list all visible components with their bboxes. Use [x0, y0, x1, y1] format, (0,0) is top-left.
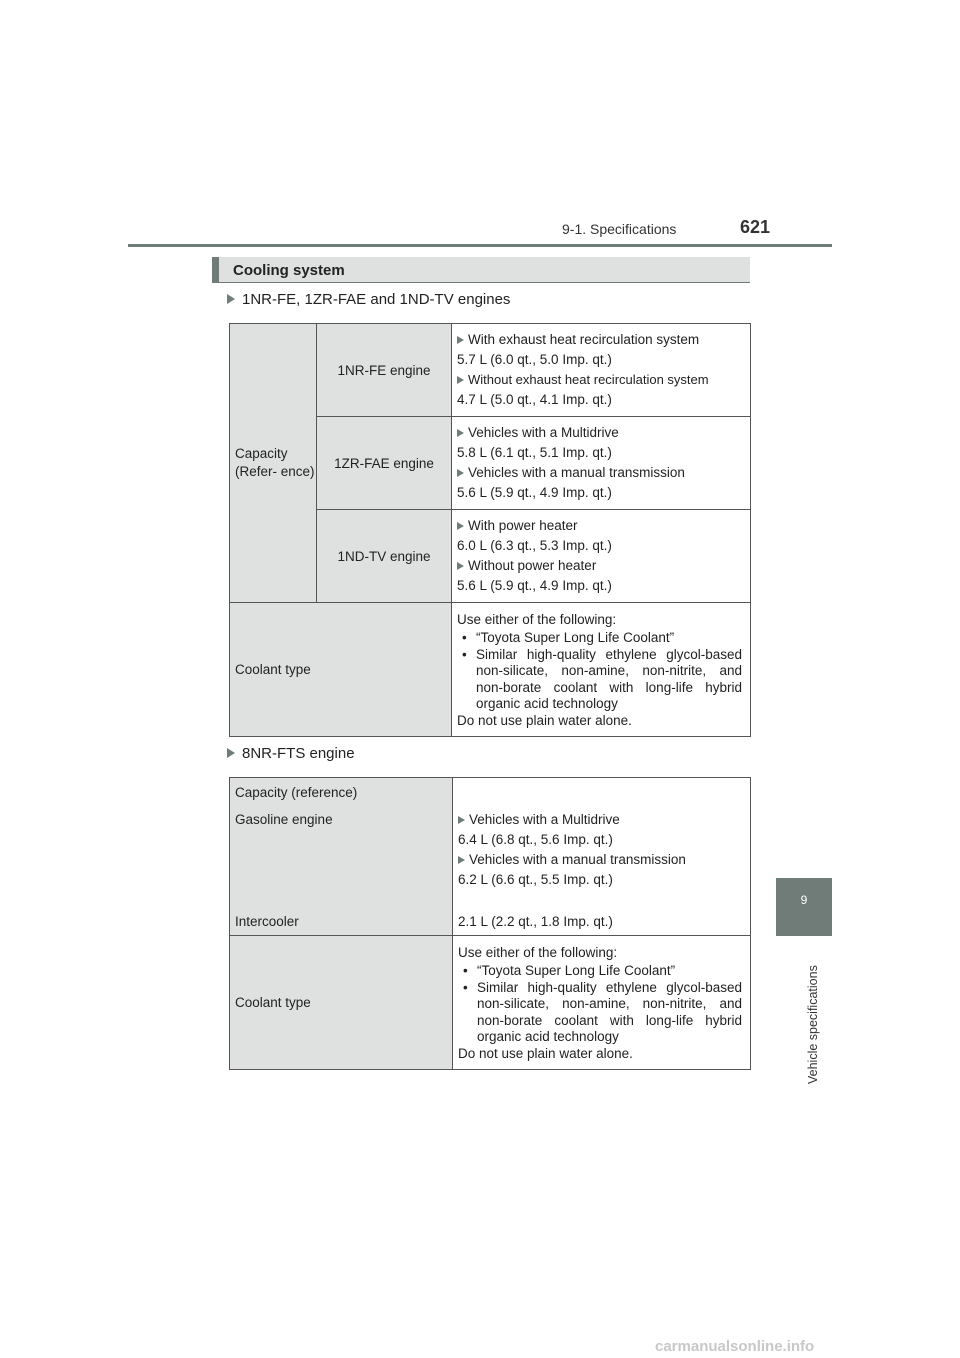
engine-cell — [317, 417, 452, 510]
group1-heading — [227, 291, 510, 308]
section-header: 9-1. Specifications — [562, 221, 677, 237]
section-title: Cooling system — [233, 262, 345, 279]
option-value: 4.7 L (5.0 qt., 4.1 Imp. qt.) — [457, 392, 612, 407]
triangle-bullet-icon — [457, 376, 464, 384]
engine-name: 1ZR-FAE engine — [334, 455, 434, 471]
capacity-values-cell — [452, 510, 751, 603]
option-condition: With exhaust heat recirculation system — [468, 332, 700, 347]
capacity-label-cell — [230, 324, 317, 603]
option-condition: Vehicles with a Multidrive — [468, 425, 619, 440]
coolant-label: Coolant type — [235, 662, 311, 677]
coolant-list-item: • “Toyota Super Long Life Coolant” — [459, 630, 742, 647]
coolant-list — [458, 963, 742, 1046]
engine-name: 1ND-TV engine — [337, 548, 431, 564]
capacity-label-cell — [230, 778, 453, 936]
coolant-list-item: • “Toyota Super Long Life Coolant” — [460, 963, 742, 980]
chapter-tab — [776, 878, 832, 936]
option-value: 5.7 L (6.0 qt., 5.0 Imp. qt.) — [457, 352, 612, 367]
option-value: 6.2 L (6.6 qt., 5.5 Imp. qt.) — [458, 872, 613, 887]
coolant-label-cell — [230, 936, 453, 1070]
watermark: carmanualsonline.info — [655, 1338, 815, 1355]
header-divider — [128, 244, 832, 247]
coolant-values-cell — [452, 603, 751, 737]
coolant-label: Coolant type — [235, 995, 311, 1010]
page-number: 621 — [740, 217, 771, 237]
coolant-list-item: • Similar high-quality ethylene glycol-based non-silicate, non-amine, non-nitrite, and non-borate coolant with long-life hybrid organic acid technology — [459, 647, 742, 713]
capacity-label: Capacity (Refer- ence) — [235, 446, 315, 479]
chapter-number: 9 — [800, 893, 808, 907]
gasoline-engine-label: Gasoline engine — [235, 812, 333, 827]
triangle-bullet-icon — [458, 856, 465, 864]
option-condition: Vehicles with a manual transmission — [469, 852, 686, 867]
cooling-spec-table-2 — [229, 777, 751, 1070]
coolant-label-cell — [230, 603, 452, 737]
option-condition: Vehicles with a Multidrive — [469, 812, 620, 827]
engine-cell — [317, 510, 452, 603]
cooling-spec-table-1 — [229, 323, 751, 737]
triangle-bullet-icon — [457, 562, 464, 570]
triangle-bullet-icon — [457, 522, 464, 530]
engine-name: 1NR-FE engine — [337, 362, 431, 378]
triangle-bullet-icon — [457, 469, 464, 477]
option-value: 5.6 L (5.9 qt., 4.9 Imp. qt.) — [457, 578, 612, 593]
capacity-values-cell — [452, 417, 751, 510]
coolant-note: Do not use plain water alone. — [457, 712, 632, 728]
chapter-label: Vehicle specifications — [806, 965, 820, 1084]
option-condition: With power heater — [468, 518, 578, 533]
intercooler-label: Intercooler — [235, 914, 299, 929]
coolant-values-cell — [453, 936, 751, 1070]
option-condition: Without power heater — [468, 558, 597, 573]
triangle-bullet-icon — [457, 429, 464, 437]
group2-heading-text: 8NR-FTS engine — [242, 745, 355, 762]
group1-heading-text: 1NR-FE, 1ZR-FAE and 1ND-TV engines — [242, 291, 511, 308]
triangle-bullet-icon — [457, 336, 464, 344]
option-condition: Without exhaust heat recirculation system — [468, 372, 709, 387]
triangle-bullet-icon — [458, 816, 465, 824]
option-value: 6.4 L (6.8 qt., 5.6 Imp. qt.) — [458, 832, 613, 847]
triangle-bullet-icon — [227, 294, 235, 304]
capacity-values-cell — [453, 778, 751, 936]
coolant-intro: Use either of the following: — [457, 611, 617, 627]
coolant-intro: Use either of the following: — [458, 944, 618, 960]
engine-cell — [317, 324, 452, 417]
option-condition: Vehicles with a manual transmission — [468, 465, 685, 480]
capacity-values-cell — [452, 324, 751, 417]
group2-heading — [227, 745, 355, 762]
coolant-note: Do not use plain water alone. — [458, 1045, 633, 1061]
section-title-bar — [212, 257, 750, 283]
triangle-bullet-icon — [227, 748, 235, 758]
capacity-reference-label: Capacity (reference) — [235, 785, 358, 800]
option-value: 5.6 L (5.9 qt., 4.9 Imp. qt.) — [457, 485, 612, 500]
coolant-list — [457, 630, 742, 713]
option-value: 6.0 L (6.3 qt., 5.3 Imp. qt.) — [457, 538, 612, 553]
coolant-list-item: • Similar high-quality ethylene glycol-based non-silicate, non-amine, non-nitrite, and non-borate coolant with long-life hybrid organic acid technology — [460, 980, 742, 1046]
option-value: 5.8 L (6.1 qt., 5.1 Imp. qt.) — [457, 445, 612, 460]
intercooler-value: 2.1 L (2.2 qt., 1.8 Imp. qt.) — [458, 914, 613, 929]
